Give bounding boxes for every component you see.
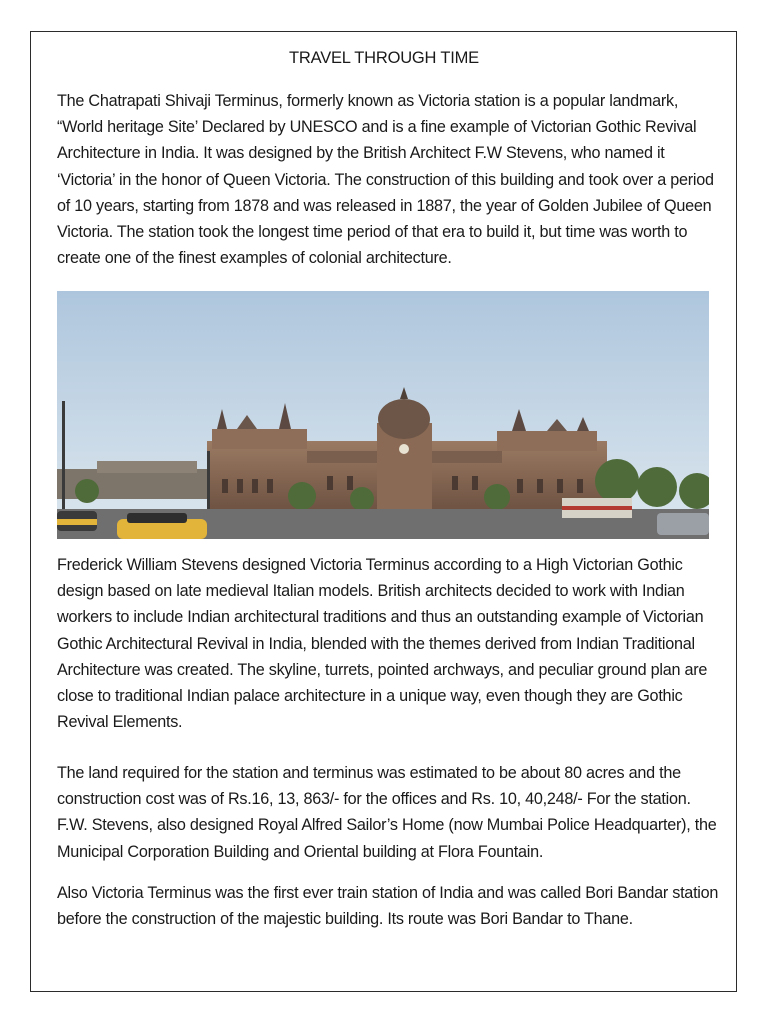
paragraph-first-station: Also Victoria Terminus was the first ever train station of India and was called Bori Bandar station before the construction of the majestic building. Its route was Bori Bandar to Thane. [57,884,719,929]
paragraph-intro: The Chatrapati Shivaji Terminus, formerly known as Victoria station is a popular landmark, “World heritage Site’ Declared by UNESCO and is a fine example of Victorian Gothic Revival Architecture in India. It was designed by the British Architect F.W Stevens, who named it ‘Victoria’ in the honor of Queen Victoria. The construction of this building and took over a period of 10 years, starting from 1878 and was released in 1887, the year of Golden Jubilee of Queen Victoria. The station took the longest time period of that era to build it, but time was worth to create one of the finest examples of colonial architecture. [57,92,714,268]
terminus-panorama-photo [57,291,709,539]
paragraph-design: Frederick William Stevens designed Victoria Terminus according to a High Victorian Gothic design based on late medieval Italian models. British architects decided to work with Indian workers to include Indian architectural traditions and thus an outstanding example of Victorian Gothic Architectural Revival in India, blended with the themes derived from Indian Traditional Architecture was created. The skyline, turrets, pointed archways, and peculiar ground plan are close to traditional Indian palace architecture in a unique way, even though they are Gothic Revival Elements. [57,556,708,732]
paragraph-land-cost: The land required for the station and terminus was estimated to be about 80 acres and the construction cost was of Rs.16, 13, 863/- for the offices and Rs. 10, 40,248/- For the station. F.W. Stevens, also designed Royal Alfred Sailor’s Home (now Mumbai Police Headquarter), the Municipal Corporation Building and Oriental building at Flora Fountain. [57,764,717,861]
document-title: TRAVEL THROUGH TIME [289,49,479,67]
